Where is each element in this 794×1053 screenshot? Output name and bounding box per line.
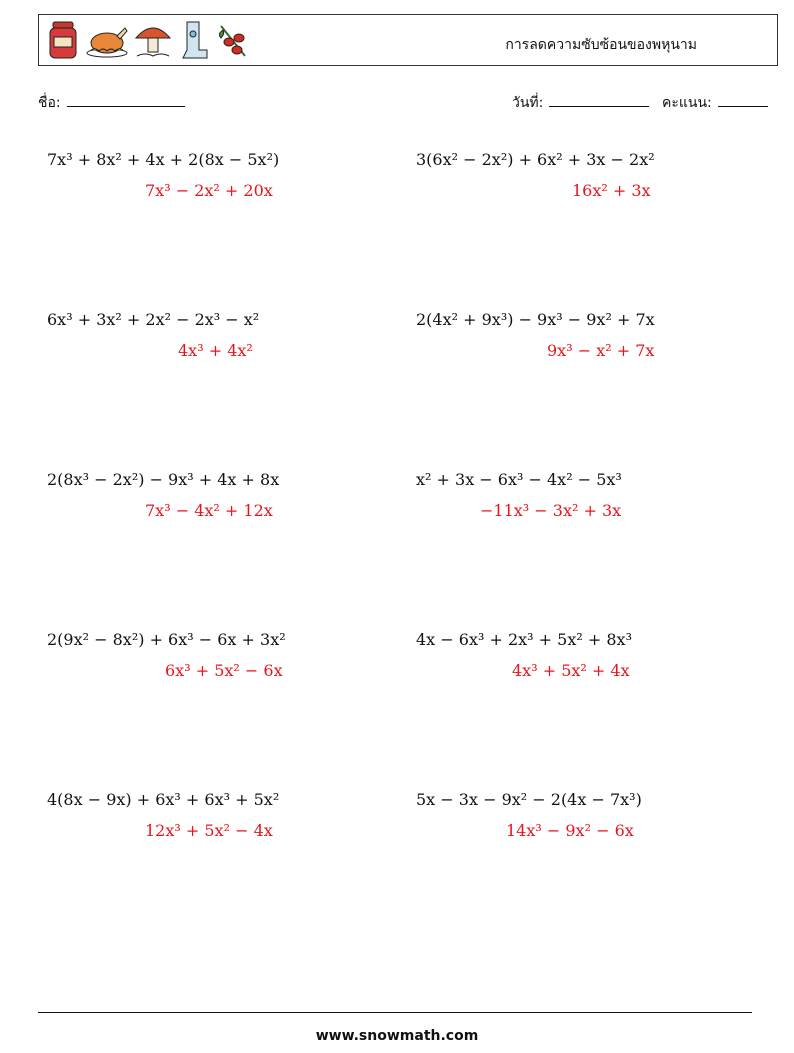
- score-blank: [718, 92, 768, 107]
- problem-10-answer: 14x³ − 9x² − 6x: [506, 821, 634, 840]
- problem-9-question: 4(8x − 9x) + 6x³ + 6x³ + 5x²: [47, 790, 280, 809]
- rain-boot-icon: [177, 20, 211, 60]
- problem-4-question: 2(4x² + 9x³) − 9x³ − 9x² + 7x: [416, 310, 655, 329]
- name-label: ชื่อ:: [38, 95, 61, 111]
- problem-8-question: 4x − 6x³ + 2x³ + 5x² + 8x³: [416, 630, 632, 649]
- worksheet-header: [38, 14, 778, 66]
- problem-3-answer: 4x³ + 4x²: [178, 341, 253, 360]
- problem-2-question: 3(6x² − 2x²) + 6x² + 3x − 2x²: [416, 150, 655, 169]
- problem-5-question: 2(8x³ − 2x²) − 9x³ + 4x + 8x: [47, 470, 280, 489]
- roast-chicken-icon: [85, 20, 129, 60]
- problem-6-answer: −11x³ − 3x² + 3x: [480, 501, 622, 520]
- date-blank: [549, 92, 649, 107]
- name-blank: [67, 92, 185, 107]
- score-label: คะแนน:: [662, 95, 712, 111]
- problem-9-answer: 12x³ + 5x² − 4x: [145, 821, 273, 840]
- date-label: วันที่:: [512, 95, 544, 111]
- worksheet-title: การลดความซับซ้อนของพหุนาม: [505, 37, 697, 53]
- problem-4-answer: 9x³ − x² + 7x: [547, 341, 655, 360]
- mushroom-icon: [133, 20, 173, 60]
- rosehip-branch-icon: [215, 20, 251, 60]
- problem-5-answer: 7x³ − 4x² + 12x: [145, 501, 273, 520]
- name-field: [38, 92, 185, 114]
- problem-7-question: 2(9x² − 8x²) + 6x³ − 6x + 3x²: [47, 630, 286, 649]
- date-field: [512, 92, 649, 114]
- jam-jar-icon: [45, 20, 81, 60]
- problem-1-answer: 7x³ − 2x² + 20x: [145, 181, 273, 200]
- problem-10-question: 5x − 3x − 9x² − 2(4x − 7x³): [416, 790, 642, 809]
- problem-1-question: 7x³ + 8x² + 4x + 2(8x − 5x²): [47, 150, 280, 169]
- footer-url[interactable]: www.snowmath.com: [315, 1028, 479, 1044]
- problem-3-question: 6x³ + 3x² + 2x² − 2x³ − x²: [47, 310, 260, 329]
- problem-6-question: x² + 3x − 6x³ − 4x² − 5x³: [416, 470, 622, 489]
- header-icons: [45, 17, 251, 63]
- problem-7-answer: 6x³ + 5x² − 6x: [165, 661, 283, 680]
- problem-8-answer: 4x³ + 5x² + 4x: [512, 661, 630, 680]
- problem-2-answer: 16x² + 3x: [572, 181, 651, 200]
- score-field: [662, 92, 768, 114]
- footer-divider: [38, 1012, 752, 1013]
